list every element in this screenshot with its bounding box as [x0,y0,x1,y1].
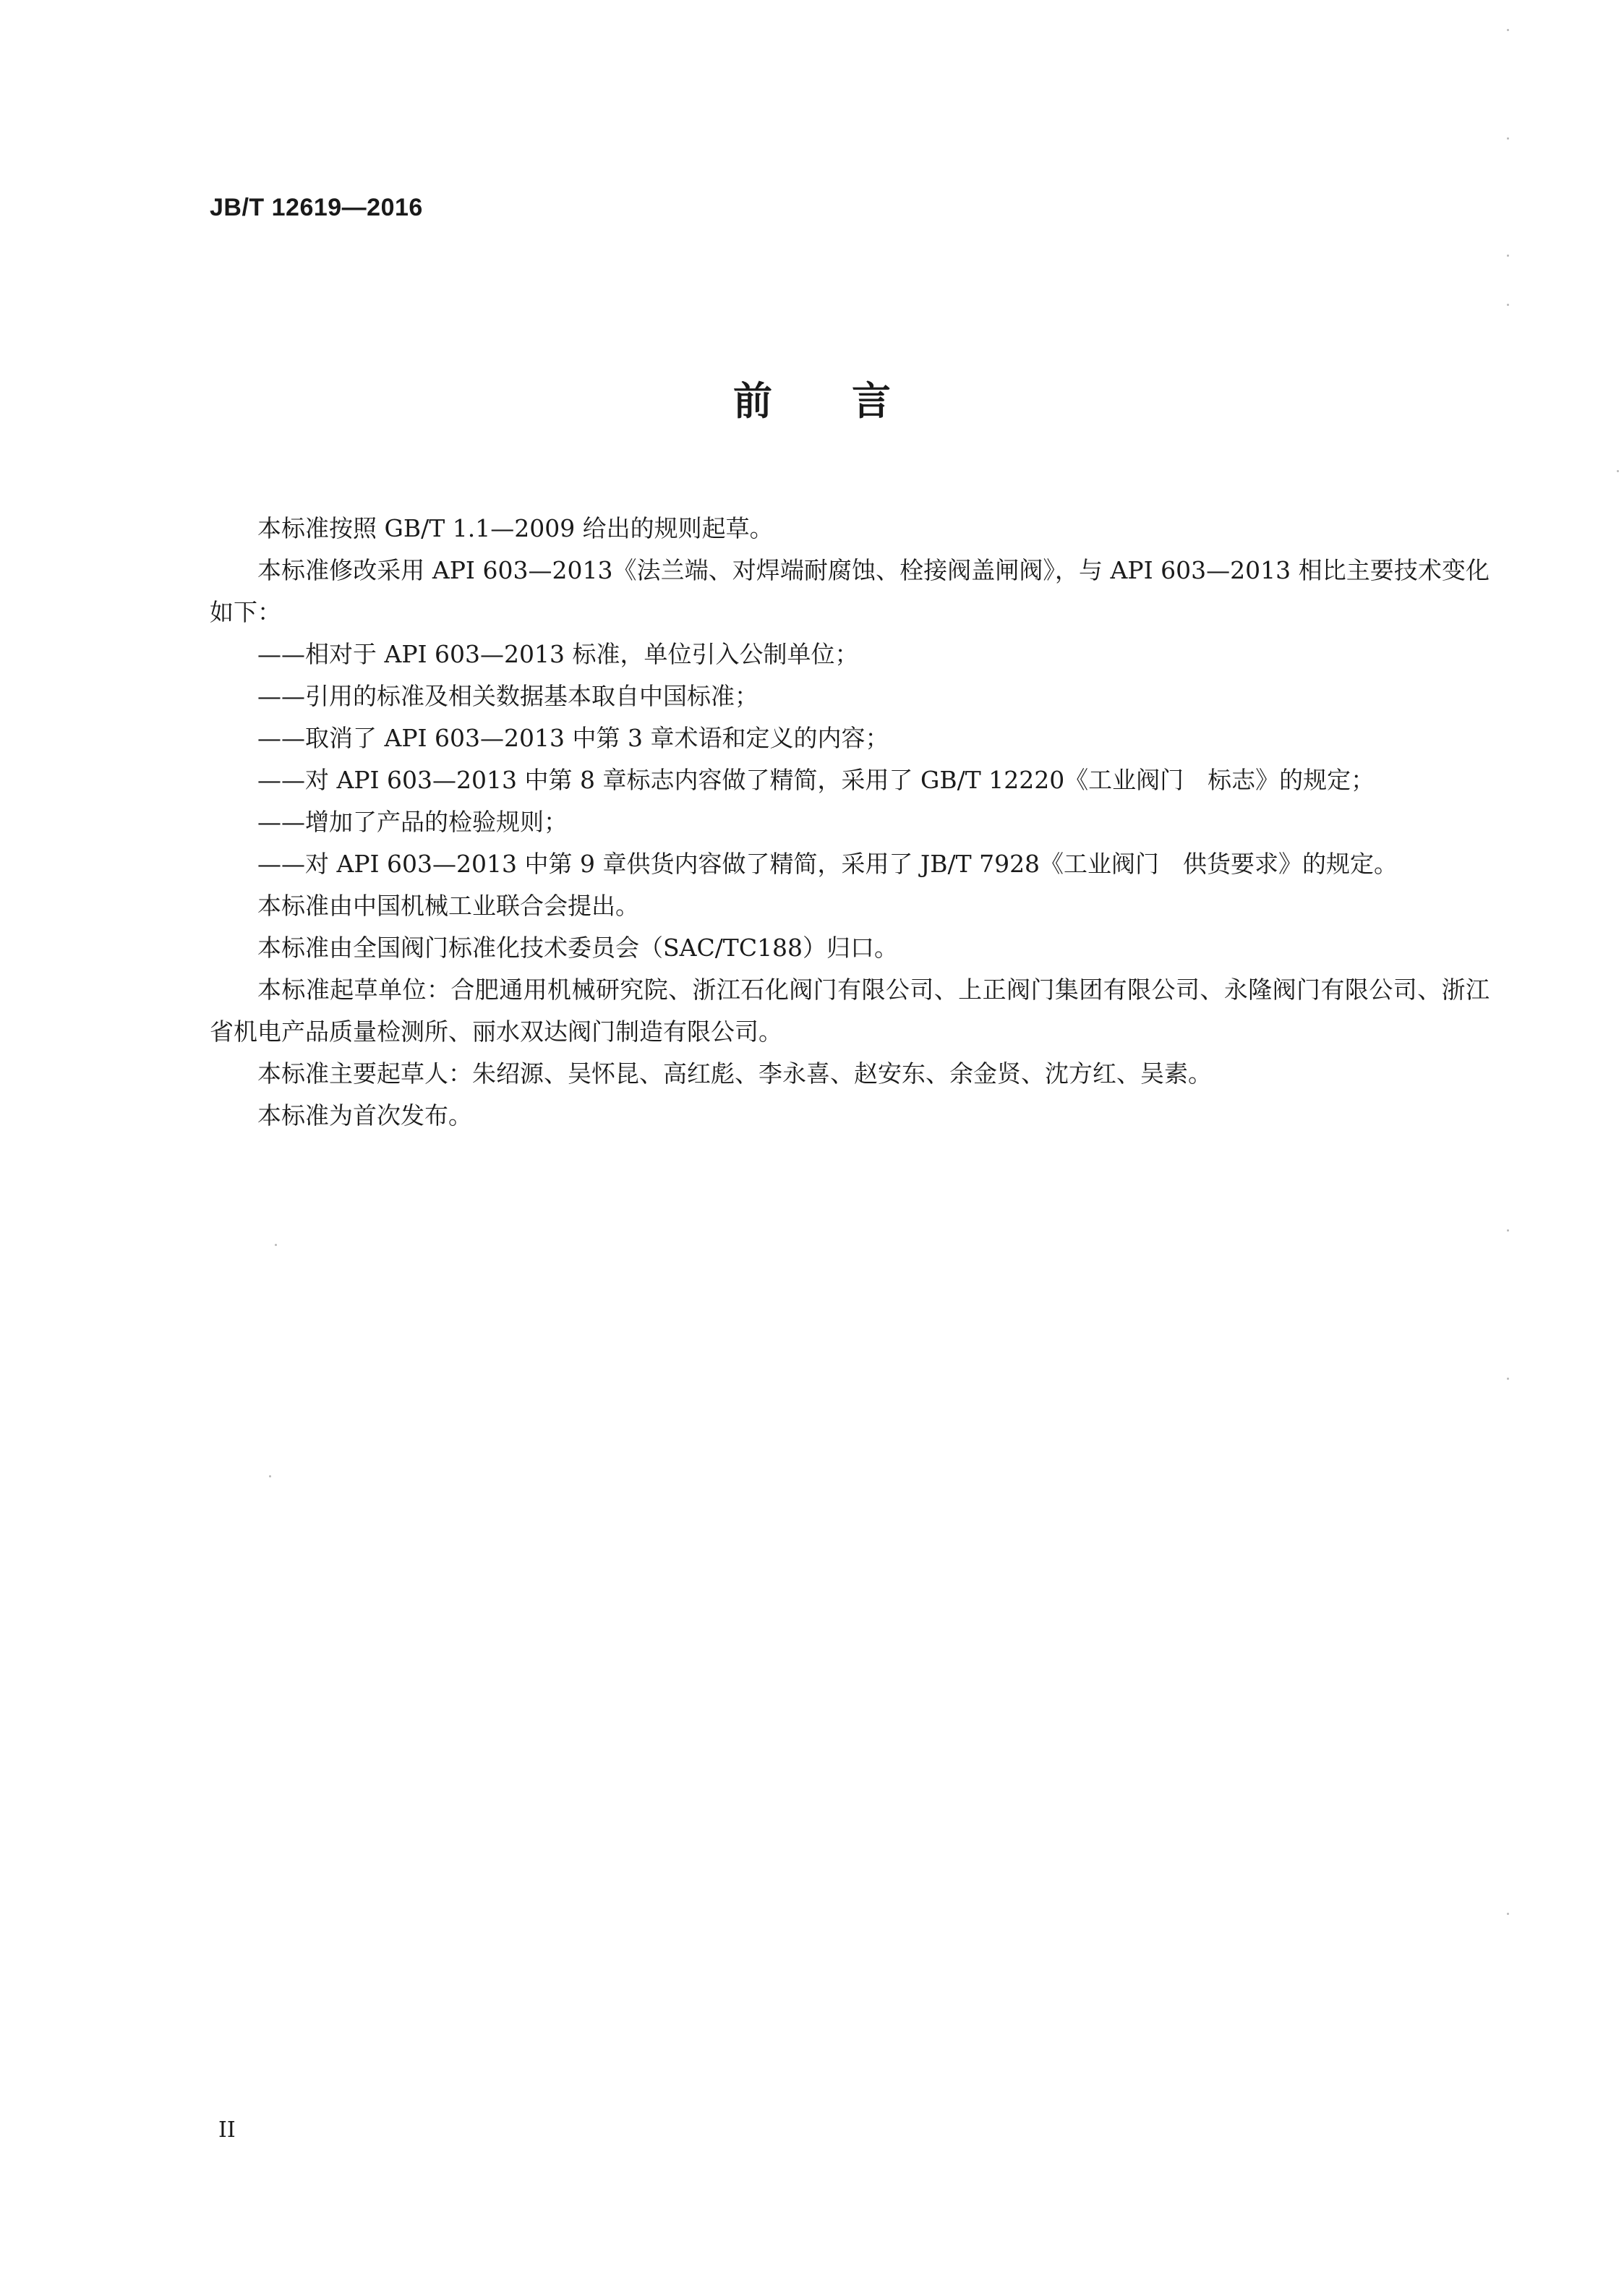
change-item: ——对 API 603—2013 中第 9 章供货内容做了精简，采用了 JB/T 7928《工业阀门 供货要求》的规定。 [257,850,1398,878]
foreword-body [210,508,1490,1137]
scan-speck [1507,1229,1509,1232]
paragraph-drafting-rules: 本标准按照 GB/T 1.1—2009 给出的规则起草。 [257,514,774,542]
page-title: 前言 [733,378,970,424]
change-item: ——取消了 API 603—2013 中第 3 章术语和定义的内容； [257,724,889,752]
paragraph-drafting-units: 本标准起草单位：合肥通用机械研究院、浙江石化阀门有限公司、上正阀门集团有限公司、永隆阀门有限公司、浙江省机电产品质量检测所、丽水双达阀门制造有限公司。 [210,976,1490,1046]
paragraph-proposer: 本标准由中国机械工业联合会提出。 [257,892,639,920]
change-item: ——相对于 API 603—2013 标准，单位引入公制单位； [257,640,859,668]
standard-code: JB/T 12619—2016 [210,194,423,221]
scan-speck [1507,1913,1509,1915]
paragraph-adoption: 本标准修改采用 API 603—2013《法兰端、对焊端耐腐蚀、栓接阀盖闸阀》，与 API 603—2013 相比主要技术变化如下： [210,556,1490,626]
scan-speck [275,1244,277,1246]
change-item: ——对 API 603—2013 中第 8 章标志内容做了精简，采用了 GB/T 12220《工业阀门 标志》的规定； [257,766,1375,794]
scan-speck [1617,470,1619,472]
scan-speck [1507,1378,1509,1380]
scan-speck [1507,29,1509,31]
page-number: II [218,2117,236,2143]
scan-speck [1507,137,1509,140]
change-item: ——增加了产品的检验规则； [257,808,568,836]
paragraph-committee: 本标准由全国阀门标准化技术委员会（SAC/TC188）归口。 [257,934,899,962]
paragraph-first-release: 本标准为首次发布。 [257,1101,472,1130]
scan-speck [269,1475,271,1477]
scan-speck [1507,255,1509,257]
change-item: ——引用的标准及相关数据基本取自中国标准； [257,682,758,710]
paragraph-drafters: 本标准主要起草人：朱绍源、吴怀昆、高红彪、李永喜、赵安东、余金贤、沈方红、吴素。 [257,1059,1212,1088]
scan-speck [1507,304,1509,306]
